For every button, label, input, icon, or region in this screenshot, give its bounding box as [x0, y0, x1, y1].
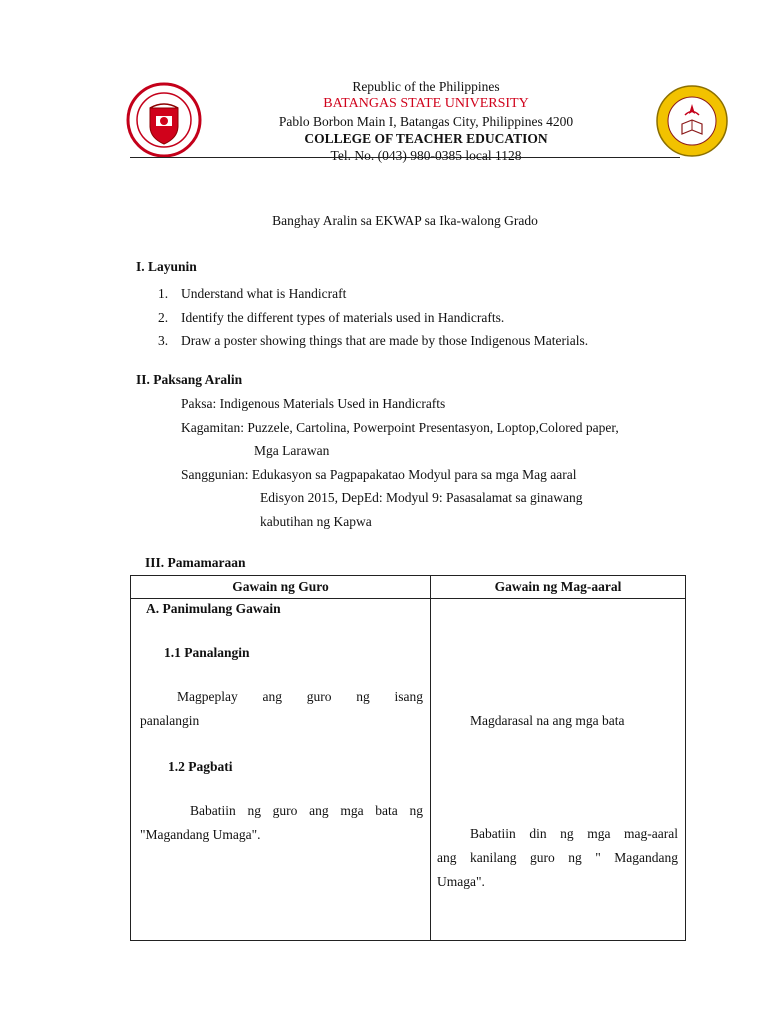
student-prayer-text: Magdarasal na ang mga bata [470, 713, 625, 728]
header-student-activity: Gawain ng Mag-aaral [431, 576, 686, 599]
subheading-pagbati: 1.2 Pagbati [168, 759, 233, 774]
teacher-greeting-text: Babatiin ng guro ang mga bata ng [190, 803, 423, 818]
student-greeting-text: Babatiin din ng mga mag-aaral [470, 826, 678, 841]
list-item [158, 282, 588, 306]
topic-sanggunian: Sanggunian: Edukasyon sa Pagpapakatao Modyul para sa mga Mag aaral [181, 466, 577, 482]
college-of-teacher-education-seal-icon [655, 84, 729, 158]
objective-number: 2. [158, 309, 169, 325]
subheading-panalangin: 1.1 Panalangin [164, 645, 250, 660]
header-teacher-activity: Gawain ng Guro [131, 576, 431, 599]
teacher-activity-cell [131, 599, 431, 941]
objective-text: Draw a poster showing things that are made by those Indigenous Materials. [181, 333, 589, 348]
letterhead-divider [130, 157, 680, 158]
objective-number: 1. [158, 286, 169, 301]
letterhead-university: BATANGAS STATE UNIVERSITY [323, 96, 529, 111]
table-row [131, 599, 686, 941]
objective-text: Identify the different types of materials used in Handicrafts. [181, 309, 505, 325]
objective-text: Understand what is Handicraft [181, 286, 347, 301]
section-heading-pamamaraan: III. Pamamaraan [145, 555, 246, 570]
student-greeting-text-end: Umaga". [437, 874, 485, 889]
list-item [158, 306, 588, 330]
letterhead [205, 78, 647, 164]
table-header-row [131, 576, 686, 599]
lesson-plan-title: Banghay Aralin sa EKWAP sa Ika-walong Grado [272, 213, 538, 228]
letterhead-telephone: Tel. No. (043) 980-0385 local 1128 [330, 148, 522, 163]
teacher-prayer-text-cont: panalangin [140, 713, 200, 728]
student-greeting-text-cont: ang kanilang guro ng " Magandang [437, 850, 678, 865]
topic-sanggunian-cont: Edisyon 2015, DepEd: Modyul 9: Pasasalamat sa ginawang [260, 490, 583, 505]
student-activity-cell [431, 599, 686, 941]
teacher-prayer-text: Magpeplay ang guro ng isang [177, 689, 423, 704]
letterhead-address: Pablo Borbon Main I, Batangas City, Philippines 4200 [278, 114, 574, 129]
section-heading-paksang-aralin: II. Paksang Aralin [136, 372, 243, 387]
objective-number: 3. [158, 333, 169, 348]
letterhead-college: COLLEGE OF TEACHER EDUCATION [304, 131, 548, 146]
batangas-state-university-seal-icon [126, 82, 202, 158]
part-a-heading: A. Panimulang Gawain [146, 601, 281, 616]
topic-kagamitan-cont: Mga Larawan [254, 443, 330, 458]
topic-paksa: Paksa: Indigenous Materials Used in Handicrafts [181, 396, 446, 411]
objectives-list [158, 282, 588, 353]
list-item [158, 329, 588, 353]
procedure-table [130, 575, 686, 941]
subject-matter [181, 392, 619, 533]
teacher-greeting-text-cont: "Magandang Umaga". [140, 827, 261, 842]
topic-kagamitan: Kagamitan: Puzzele, Cartolina, Powerpoint Presentasyon, Loptop,Colored paper, [181, 419, 619, 435]
topic-sanggunian-cont: kabutihan ng Kapwa [260, 513, 372, 529]
section-heading-layunin: I. Layunin [136, 259, 197, 274]
letterhead-republic: Republic of the Philippines [352, 79, 500, 94]
